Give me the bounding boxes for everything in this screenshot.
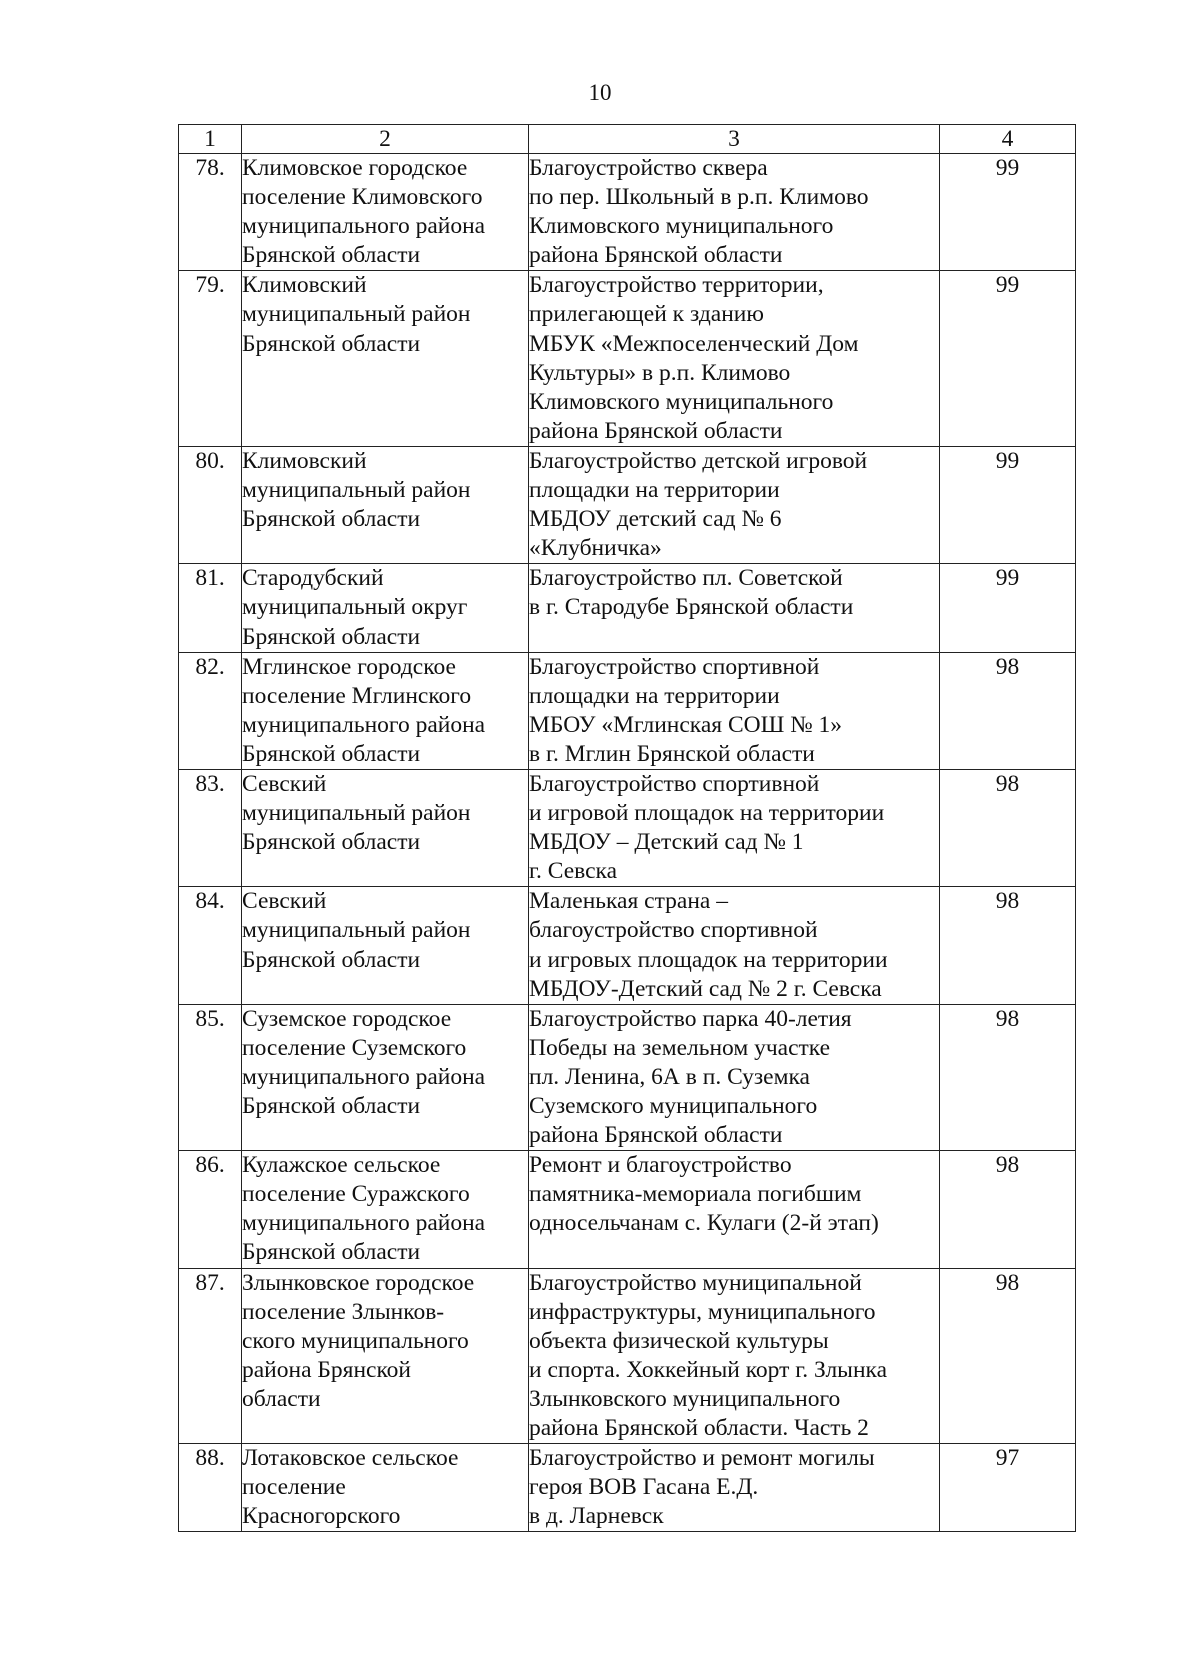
organization-line: Севский [242,888,327,915]
table-body [179,154,1076,1532]
score-cell: 99 [940,446,1076,563]
row-number: 87. [179,1268,242,1444]
row-number: 81. [179,564,242,652]
row-number: 80. [179,446,242,563]
project-line: Злынковского муниципального [529,1385,841,1412]
organization-line: муниципального района [242,711,486,738]
organization-line: муниципального района [242,1063,486,1090]
row-number: 79. [179,271,242,447]
organization-cell [242,1151,529,1268]
organization-cell [242,1444,529,1532]
project-line: по пер. Школьный в р.п. Климово [529,184,869,211]
project-line: района Брянской области [529,1122,783,1149]
column-header-organization: 2 [242,125,529,154]
score-cell: 98 [940,652,1076,769]
project-line: МБДОУ детский сад № 6 [529,506,782,533]
project-line: Благоустройство спортивной [529,653,820,680]
project-cell [529,271,940,447]
organization-line: Кулажское сельское [242,1152,441,1179]
table-header-row [179,125,1076,154]
organization-line: поселение Суземского [242,1034,467,1061]
column-header-number: 1 [179,125,242,154]
score-cell: 97 [940,1444,1076,1532]
project-line: объекта физической культуры [529,1327,829,1354]
column-header-score: 4 [940,125,1076,154]
project-cell [529,446,940,563]
project-line: Культуры» в р.п. Климово [529,359,791,386]
project-line: Благоустройство муниципальной [529,1269,862,1296]
project-line: и игровой площадок на территории [529,800,885,827]
project-line: МБДОУ-Детский сад № 2 г. Севска [529,975,882,1002]
organization-line: Лотаковское сельское [242,1445,459,1472]
project-line: МБДОУ – Детский сад № 1 [529,829,804,856]
organization-cell [242,652,529,769]
score-cell: 99 [940,271,1076,447]
project-cell [529,769,940,886]
organization-line: Брянской области [242,1093,421,1119]
table-row [179,652,1076,769]
score-cell: 98 [940,769,1076,886]
project-line: «Клубничка» [529,535,662,562]
table-row [179,1444,1076,1532]
row-number: 78. [179,154,242,271]
score-cell: 99 [940,564,1076,652]
project-line: района Брянской области [529,242,783,269]
results-table [178,124,1076,1532]
project-line: района Брянской области. Часть 2 [529,1415,869,1442]
score-cell: 99 [940,154,1076,271]
organization-cell [242,271,529,447]
project-line: благоустройство спортивной [529,917,818,944]
score-cell: 98 [940,1268,1076,1444]
project-cell [529,887,940,1004]
row-number: 83. [179,769,242,886]
organization-line: Стародубский [242,565,384,592]
organization-line: Брянской области [242,946,421,973]
project-line: Благоустройство спортивной [529,770,820,797]
table-row [179,1004,1076,1150]
page-number: 10 [588,80,612,105]
row-number: 85. [179,1004,242,1150]
organization-line: муниципальный район [242,917,471,944]
table-row [179,1268,1076,1444]
project-line: Суземского муниципального [529,1093,818,1119]
organization-line: Брянской области [242,330,421,357]
organization-cell [242,1268,529,1444]
project-line: МБОУ «Мглинская СОШ № 1» [529,711,842,738]
table-row [179,1151,1076,1268]
project-line: площадки на территории [529,477,780,504]
table-row [179,887,1076,1004]
organization-line: Брянской области [242,623,421,650]
project-line: Ремонт и благоустройство [529,1152,792,1179]
project-line: памятника-мемориала погибшим [529,1181,862,1208]
row-number: 84. [179,887,242,1004]
project-line: односельчанам с. Кулаги (2-й этап) [529,1210,879,1237]
table-row [179,564,1076,652]
organization-line: муниципальный район [242,800,471,827]
organization-line: Климовский [242,272,367,299]
project-line: Благоустройство пл. Советской [529,565,843,592]
organization-line: Брянской области [242,740,421,767]
project-line: прилегающей к зданию [529,301,764,328]
project-line: героя ВОВ Гасана Е.Д. [529,1474,759,1501]
score-cell: 98 [940,1004,1076,1150]
organization-line: поселение Мглинского [242,682,472,709]
project-line: МБУК «Межпоселенческий Дом [529,330,859,357]
project-line: инфраструктуры, муниципального [529,1298,876,1325]
organization-line: муниципальный округ [242,594,468,621]
table-row [179,154,1076,271]
organization-cell [242,154,529,271]
project-line: и игровых площадок на территории [529,946,888,973]
organization-cell [242,769,529,886]
project-cell [529,652,940,769]
organization-line: поселение Суражского [242,1181,470,1208]
organization-line: Брянской области [242,829,421,856]
organization-line: Брянской области [242,506,421,533]
project-line: пл. Ленина, 6А в п. Суземка [529,1063,810,1090]
organization-line: района Брянской [242,1356,411,1383]
organization-line: муниципальный район [242,301,471,328]
project-line: Благоустройство парка 40-летия [529,1005,852,1032]
project-line: Благоустройство территории, [529,272,824,299]
organization-cell [242,1004,529,1150]
table-row [179,271,1076,447]
organization-cell [242,446,529,563]
project-line: в д. Ларневск [529,1503,664,1530]
organization-cell [242,564,529,652]
score-cell: 98 [940,1151,1076,1268]
project-line: Победы на земельном участке [529,1034,831,1061]
table-row [179,446,1076,563]
organization-line: Брянской области [242,242,421,269]
project-line: Маленькая страна – [529,888,728,915]
organization-line: поселение Климовского [242,184,483,211]
row-number: 86. [179,1151,242,1268]
project-cell [529,1444,940,1532]
organization-line: Севский [242,770,327,797]
project-line: Климовского муниципального [529,388,834,415]
organization-line: муниципального района [242,213,486,240]
score-cell: 98 [940,887,1076,1004]
project-line: площадки на территории [529,682,780,709]
project-line: Климовского муниципального [529,213,834,240]
project-line: в г. Мглин Брянской области [529,740,815,767]
organization-line: муниципального района [242,1210,486,1237]
project-line: Благоустройство сквера [529,155,768,181]
organization-line: поселение Злынков- [242,1298,445,1325]
organization-line: Злынковское городское [242,1269,475,1296]
organization-line: Мглинское городское [242,653,456,680]
organization-line: Суземское городское [242,1005,452,1032]
project-line: района Брянской области [529,417,783,444]
organization-line: поселение [242,1474,346,1501]
table-row [179,769,1076,886]
project-cell [529,564,940,652]
project-line: и спорта. Хоккейный корт г. Злынка [529,1356,888,1383]
organization-line: Брянской области [242,1239,421,1266]
organization-line: области [242,1385,321,1412]
project-line: г. Севска [529,858,618,885]
project-cell [529,1151,940,1268]
organization-line: Красногорского [242,1503,401,1530]
row-number: 88. [179,1444,242,1532]
project-line: Благоустройство и ремонт могилы [529,1445,875,1472]
organization-line: Климовский [242,447,367,474]
project-line: Благоустройство детской игровой [529,447,868,474]
organization-line: Климовское городское [242,155,468,181]
project-cell [529,1268,940,1444]
project-cell [529,1004,940,1150]
column-header-project: 3 [529,125,940,154]
organization-line: муниципальный район [242,477,471,504]
project-cell [529,154,940,271]
row-number: 82. [179,652,242,769]
organization-line: ского муниципального [242,1327,469,1354]
project-line: в г. Стародубе Брянской области [529,594,854,621]
organization-cell [242,887,529,1004]
